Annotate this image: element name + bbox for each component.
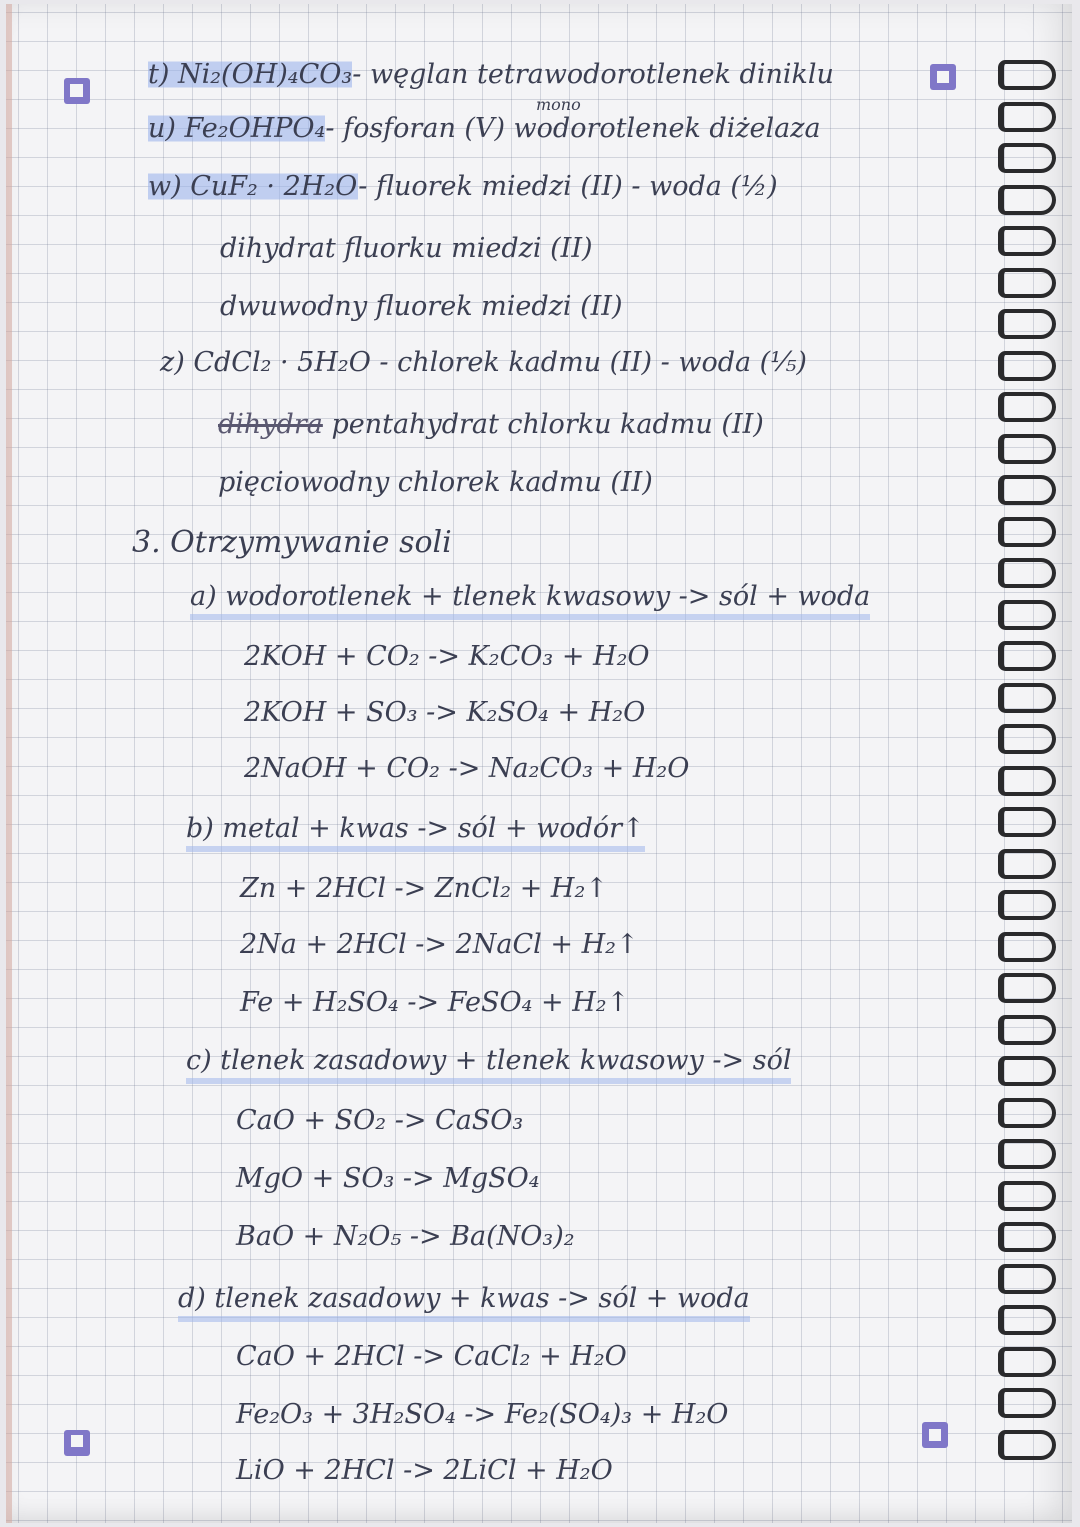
spiral-coil [998, 600, 1056, 630]
spiral-coil [998, 1015, 1056, 1045]
equation-c-1: CaO + SO₂ -> CaSO₃ [236, 1105, 524, 1136]
spiral-coil [998, 1181, 1056, 1211]
spiral-coil [998, 392, 1056, 422]
line-text: - fluorek miedzi (II) - woda (½) [358, 171, 778, 202]
line-w1: dihydrat fluorku miedzi (II) [220, 233, 593, 264]
spiral-coil [998, 434, 1056, 464]
formula-highlight: w) CuF₂ · 2H₂O [148, 171, 359, 202]
subsection-d-title: d) tlenek zasadowy + kwas -> sól + woda [178, 1282, 750, 1322]
spiral-coil [998, 641, 1056, 671]
spiral-coil [998, 309, 1056, 339]
annotation-note: mono [536, 95, 581, 114]
equation-c-3: BaO + N₂O₅ -> Ba(NO₃)₂ [236, 1221, 575, 1252]
spiral-coil [998, 807, 1056, 837]
line-z2: pięciowodny chlorek kadmu (II) [218, 467, 653, 498]
equation-b-1: Zn + 2HCl -> ZnCl₂ + H₂↑ [240, 873, 608, 904]
equation-a-2: 2KOH + SO₃ -> K₂SO₄ + H₂O [244, 697, 646, 728]
spiral-binding [994, 60, 1064, 1500]
spiral-coil [998, 683, 1056, 713]
spiral-coil [998, 1098, 1056, 1128]
equation-d-1: CaO + 2HCl -> CaCl₂ + H₂O [236, 1341, 627, 1372]
subsection-a-title: a) wodorotlenek + tlenek kwasowy -> sól + woda [190, 580, 870, 620]
corner-marker-icon [930, 64, 956, 90]
line-z1 [218, 408, 764, 442]
spiral-coil [998, 890, 1056, 920]
line-text: - węglan tetrawodorotlenek diniklu [352, 59, 834, 90]
spiral-coil [998, 351, 1056, 381]
equation-b-3: Fe + H₂SO₄ -> FeSO₄ + H₂↑ [240, 987, 630, 1018]
spiral-coil [998, 1264, 1056, 1294]
spiral-coil [998, 475, 1056, 505]
spiral-coil [998, 102, 1056, 132]
equation-a-3: 2NaOH + CO₂ -> Na₂CO₃ + H₂O [244, 753, 690, 784]
equation-a-1: 2KOH + CO₂ -> K₂CO₃ + H₂O [244, 641, 650, 672]
spiral-coil [998, 1305, 1056, 1335]
spiral-coil [998, 932, 1056, 962]
spiral-coil [998, 724, 1056, 754]
line-w [148, 170, 778, 204]
spiral-coil [998, 1347, 1056, 1377]
equation-b-2: 2Na + 2HCl -> 2NaCl + H₂↑ [240, 929, 639, 960]
corner-marker-icon [922, 1422, 948, 1448]
spiral-coil [998, 226, 1056, 256]
line-t [148, 58, 834, 92]
struck-word: dihydra [218, 409, 323, 440]
spiral-coil [998, 1388, 1056, 1418]
spiral-coil [998, 517, 1056, 547]
formula-highlight: u) Fe₂OHPO₄ [148, 113, 326, 144]
spiral-coil [998, 849, 1056, 879]
formula-highlight: t) Ni₂(OH)₄CO₃ [148, 59, 353, 90]
spiral-coil [998, 1222, 1056, 1252]
subsection-b-title: b) metal + kwas -> sól + wodór↑ [186, 812, 645, 852]
line-text: - fosforan (V) wodorotlenek diżelaza [325, 113, 821, 144]
corner-marker-icon [64, 78, 90, 104]
spiral-coil [998, 1056, 1056, 1086]
spiral-coil [998, 268, 1056, 298]
equation-d-3: LiO + 2HCl -> 2LiCl + H₂O [236, 1455, 613, 1486]
page-edge [6, 4, 12, 1523]
corner-marker-icon [64, 1430, 90, 1456]
line-text: pentahydrat chlorku kadmu (II) [331, 409, 764, 440]
spiral-coil [998, 1430, 1056, 1460]
spiral-coil [998, 766, 1056, 796]
line-u [148, 112, 821, 146]
subsection-c-title: c) tlenek zasadowy + tlenek kwasowy -> sól [186, 1044, 791, 1084]
spiral-coil [998, 60, 1056, 90]
line-z: z) CdCl₂ · 5H₂O - chlorek kadmu (II) - woda (⅕) [160, 347, 807, 378]
spiral-coil [998, 185, 1056, 215]
line-w2: dwuwodny fluorek miedzi (II) [220, 291, 623, 322]
section-title: 3. Otrzymywanie soli [132, 525, 452, 560]
equation-d-2: Fe₂O₃ + 3H₂SO₄ -> Fe₂(SO₄)₃ + H₂O [236, 1399, 729, 1430]
spiral-coil [998, 1139, 1056, 1169]
spiral-coil [998, 143, 1056, 173]
spiral-coil [998, 973, 1056, 1003]
spiral-coil [998, 558, 1056, 588]
equation-c-2: MgO + SO₃ -> MgSO₄ [236, 1163, 540, 1194]
